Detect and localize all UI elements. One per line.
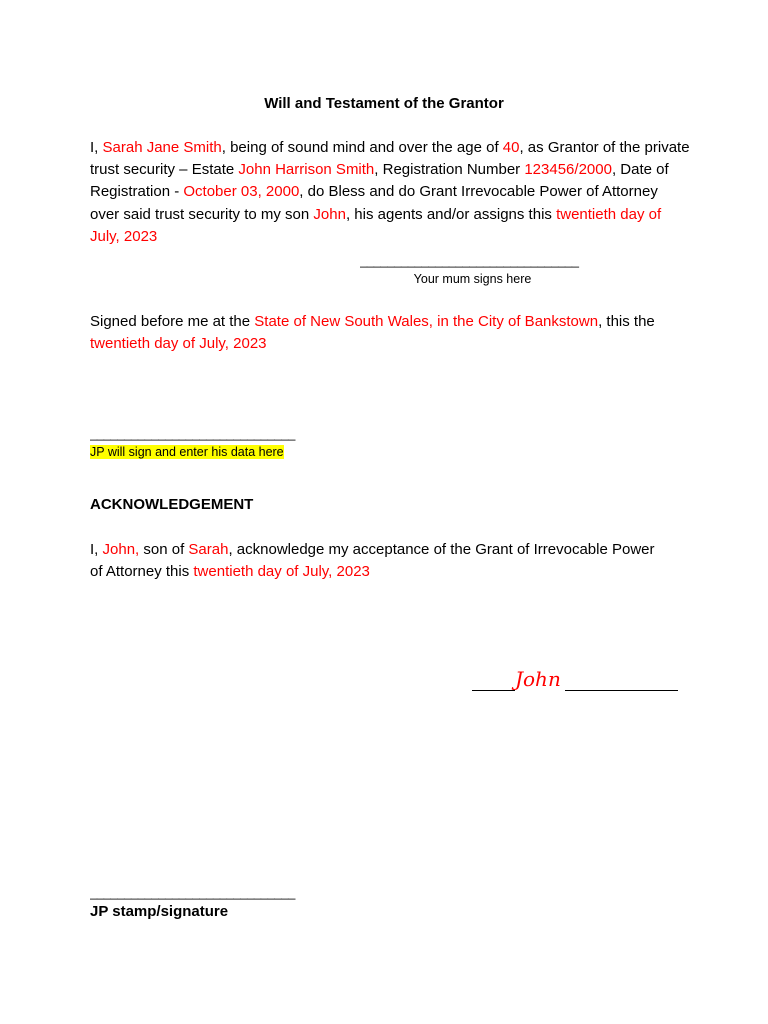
jp-stamp-line: ______________________________ [90,885,295,900]
grantor-age: 40 [502,139,520,156]
text-segment: , do Bless and do Grant Irrevocable Power of Attorney over said trust security to my son [90,183,658,223]
witness-date: twentieth day of July, 2023 [90,335,267,353]
text-segment: , Registration Number [374,161,525,179]
jp-signature-line: ______________________________ [90,426,295,441]
john-signature: John [515,667,561,691]
grantor-name: Sarah Jane Smith [102,139,222,156]
text-segment: , this the [598,313,655,330]
acknowledgement-paragraph [90,539,660,583]
john-signature-line-left [472,690,515,691]
john-signature-line-right [565,690,678,691]
son-name: John [313,205,346,223]
grant-date: twentieth day of July, 2023 [90,205,662,245]
registration-number: 123456/2000 [524,161,612,179]
text-segment: I, [90,541,103,558]
acknowledgement-heading: ACKNOWLEDGEMENT [90,496,254,513]
witness-paragraph [90,311,690,355]
text-segment: , acknowledge my acceptance of the Grant of Irrevocable Power of Attorney this [90,541,655,581]
text-segment: , being of sound mind and over the age of [221,139,503,156]
document-title: Will and Testament of the Grantor [264,95,504,112]
jp-stamp-caption: JP stamp/signature [90,903,229,920]
grant-paragraph [90,137,690,248]
text-segment: son of [139,541,189,558]
estate-name: John Harrison Smith [238,161,375,179]
mother-name: Sarah [188,541,229,558]
text-segment: I, [90,139,103,156]
text-segment: , Date of Registration - [90,161,669,201]
mum-signature-caption: Your mum signs here [413,272,532,286]
registration-date: October 03, 2000 [183,183,300,201]
jp-signature-caption [90,445,284,460]
signing-place: State of New South Wales, in the City of Bankstown [254,313,599,330]
son-name: John, [102,541,140,558]
mum-signature-line: ________________________________ [360,253,579,268]
acknowledgement-date: twentieth day of July, 2023 [193,563,370,581]
text-segment: Signed before me at the [90,313,255,330]
text-segment: , his agents and/or assigns this [345,205,557,223]
text-segment: , as Grantor of the private trust security – Estate [90,139,690,179]
jp-caption-highlight: JP will sign and enter his data here [90,445,284,459]
